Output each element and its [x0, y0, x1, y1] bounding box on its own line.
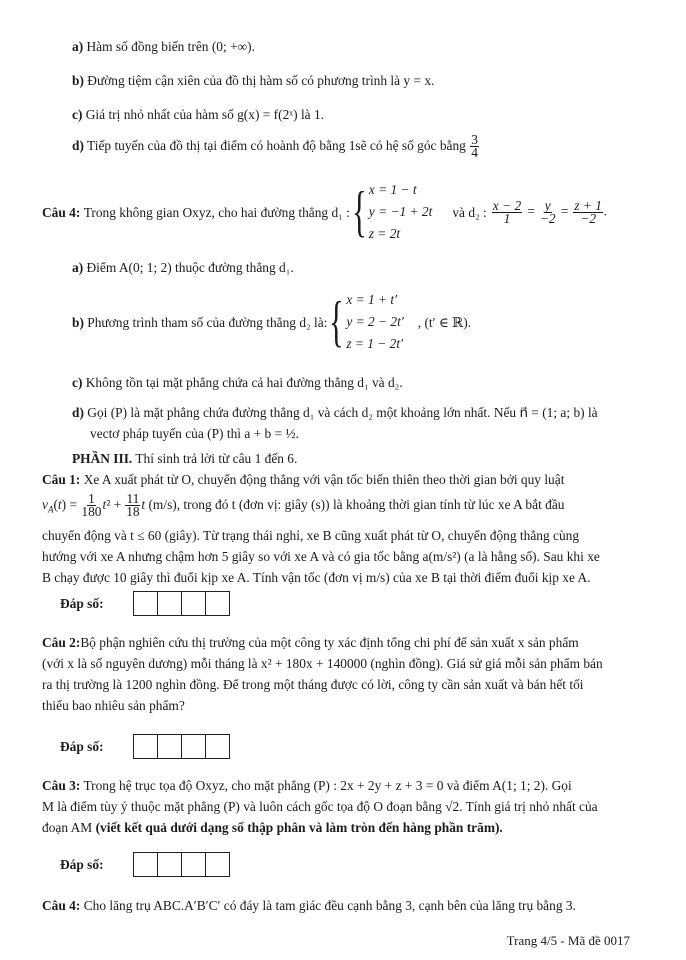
system-d1: { x = 1 − t y = −1 + 2t z = 2t: [351, 181, 433, 243]
system-d2: { x = 1 + t′ y = 2 − 2t′ z = 1 − 2t′: [329, 291, 404, 353]
fraction-3-4: $\frac{3}{4}$: [471, 132, 478, 161]
answer-row-2: Đáp số:: [60, 734, 652, 759]
page-footer: Trang 4/5 - Mã đề 0017: [506, 933, 630, 948]
answer-boxes[interactable]: [134, 591, 230, 616]
q4-item-b: b) Phương trình tham số của đường thẳng d₂ là: { x = 1 + t′ y = 2 − 2t′ z = 1 − 2t′ , (t′ ∈ ℝ).: [72, 291, 472, 353]
answer-boxes[interactable]: [134, 852, 230, 877]
q4-item-d: d) Gọi (P) là mặt phẳng chứa đường thẳng d₁ và cách d₂ một khoảng lớn nhất. Nếu n⃗ = (1; a; b) là vectơ pháp tuyến của (P) thì a + b = ½.: [72, 405, 598, 441]
part-3-heading: PHẦN III. Thí sinh trả lời từ câu 1 đến 6.: [72, 451, 298, 466]
answer-row-1: Đáp số:: [60, 591, 652, 616]
item-b1: b) Đường tiệm cận xiên của đồ thị hàm số có phương trình là y = x.: [72, 73, 435, 88]
answer-row-3: Đáp số:: [60, 852, 652, 877]
answer-boxes[interactable]: [134, 734, 230, 759]
item-d1: d) Tiếp tuyến của đồ thị tại điểm có hoành độ bằng 1sẽ có hệ số góc bằng $\frac{3}{4}$: [72, 132, 478, 161]
item-a1: a) Hàm số đồng biến trên (0; +∞).: [72, 39, 255, 54]
item-c1: c) Giá trị nhỏ nhất của hàm số g(x) = f(2ˣ) là 1.: [72, 107, 325, 122]
q4-item-a: a) Điểm A(0; 1; 2) thuộc đường thẳng d₁.: [72, 260, 294, 275]
question-4: Câu 4: Trong không gian Oxyz, cho hai đường thẳng d₁ : { x = 1 − t y = −1 + 2t z = 2t và d₂ : $\frac{x - 2}{1}$ = $\frac{y}{-2}$ = $\frac{z + 1}{-2}$ .: [42, 181, 608, 243]
p3-question-2: Câu 2:Bộ phận nghiên cứu thị trường của một công ty xác định tổng chi phí để sản xuất x sản phẩm (với x là số nguyên dương) mỗi tháng là x² + 180x + 140000 (nghìn đồng). Giá sử giá mỗi sản phẩm bán ra thị trường là 1200 nghìn đồng. Để trong một tháng được có lời, công ty cần sản xuất và bán hết tối thiểu bao nhiêu sản phẩm?: [42, 635, 603, 713]
p3-question-3: Câu 3: Trong hệ trục tọa độ Oxyz, cho mặt phẳng (P) : 2x + 2y + z + 3 = 0 và điểm A(1; 1; 2). Gọi M là điểm tùy ý thuộc mặt phẳng (P) và luôn cách gốc tọa độ O đoạn bằng √2. Tính giá trị nhỏ nhất của đoạn AM (viết kết quả dưới dạng số thập phân và làm tròn đến hàng phần trăm).: [42, 778, 598, 835]
p3-question-1: Câu 1: Xe A xuất phát từ O, chuyển động thẳng với vận tốc biến thiên theo thời gian bởi quy luật $v_A(t)$ = $\frac{1}{180}$ t² + $\frac{11}{18}$ t (m/s), trong đó t (đơn vị: giây (s)) là khoảng thời gian tính từ lúc xe A bắt đầu chuyển động và t ≤ 60 (giây). Từ trạng thái nghỉ, xe B cũng xuất phát từ O, chuyển động thẳng cùng hướng với xe A nhưng chậm hơn 5 giây so với xe A và có gia tốc bằng a(m/s²) (a là hằng số). Sau khi xe B chạy được 10 giây thì đuổi kịp xe A. Tính vận tốc (đơn vị m/s) của xe B tại thời điểm đuổi kịp xe A.: [42, 472, 600, 585]
q4-item-c: c) Không tồn tại mặt phẳng chứa cả hai đường thẳng d₁ và d₂.: [72, 375, 403, 390]
p3-question-4: Câu 4: Cho lăng trụ ABC.A′B′C′ có đáy là tam giác đều cạnh bằng 3, cạnh bên của lăng trụ bằng 3.: [42, 898, 576, 913]
